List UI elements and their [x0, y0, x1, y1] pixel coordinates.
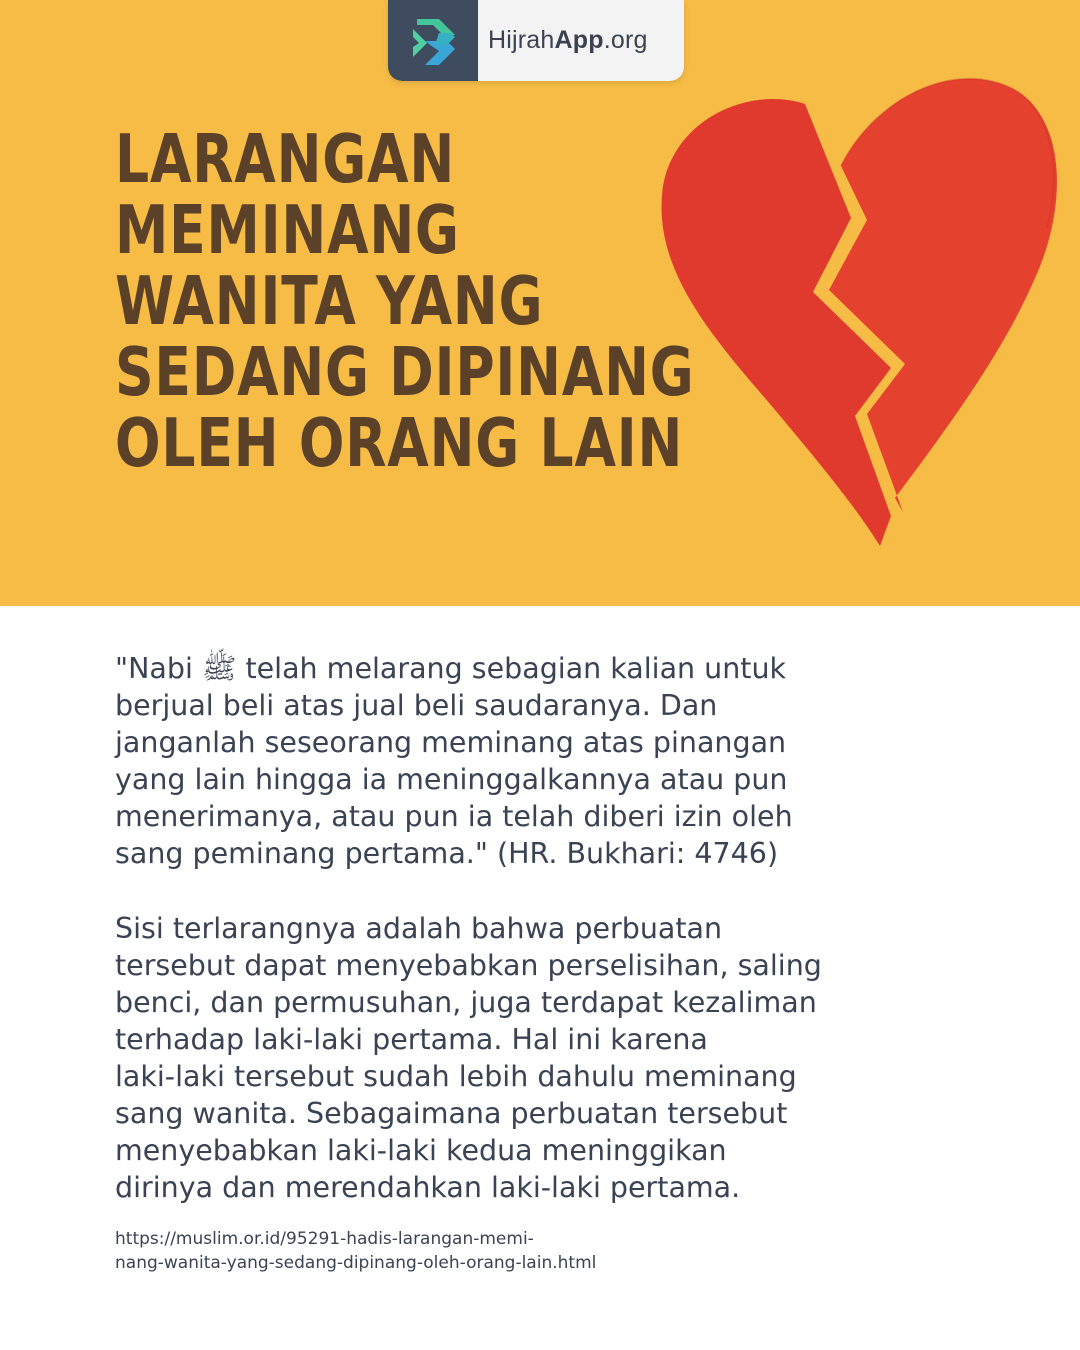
explanation-line: tersebut dapat menyebabkan perselisihan, saling	[115, 949, 822, 982]
hadith-quote	[115, 650, 975, 872]
title-line: OLEH ORANG LAIN	[115, 404, 684, 482]
explanation-line: menyebabkan laki-laki kedua meninggikan	[115, 1134, 727, 1167]
title-line: WANITA YANG	[115, 262, 544, 340]
source-line[interactable]: https://muslim.or.id/95291-hadis-larangan-memi-	[115, 1229, 534, 1249]
page-title	[115, 120, 695, 482]
quote-line: "Nabi ﷺ telah melarang sebagian kalian untuk	[115, 652, 787, 685]
brand-name: HijrahApp.org	[488, 26, 648, 54]
brand-logo-box	[388, 0, 478, 81]
hijrahapp-logo-icon	[403, 11, 463, 71]
broken-heart-icon	[655, 68, 1065, 558]
source-line[interactable]: nang-wanita-yang-sedang-dipinang-oleh-orang-lain.html	[115, 1253, 597, 1273]
quote-line: menerimanya, atau pun ia telah diberi izin oleh	[115, 800, 793, 833]
title-line: SEDANG DIPINANG	[115, 333, 695, 411]
quote-line: janganlah seseorang meminang atas pinangan	[115, 726, 787, 759]
brand-badge[interactable]	[388, 0, 684, 81]
explanation-line: terhadap laki-laki pertama. Hal ini karena	[115, 1023, 708, 1056]
explanation-line: dirinya dan merendahkan laki-laki pertama.	[115, 1171, 741, 1204]
title-line: LARANGAN	[115, 120, 455, 198]
title-line: MEMINANG	[115, 191, 460, 269]
brand-name-box	[478, 0, 684, 81]
quote-line: yang lain hingga ia meninggalkannya atau pun	[115, 763, 788, 796]
quote-line: berjual beli atas jual beli saudaranya. Dan	[115, 689, 718, 722]
explanation-line: Sisi terlarangnya adalah bahwa perbuatan	[115, 912, 723, 945]
quote-line: sang peminang pertama." (HR. Bukhari: 4746)	[115, 837, 779, 870]
explanation-line: laki-laki tersebut sudah lebih dahulu meminang	[115, 1060, 797, 1093]
source-link[interactable]	[115, 1227, 815, 1275]
explanation-paragraph	[115, 910, 975, 1206]
hero-banner	[0, 0, 1080, 606]
explanation-line: benci, dan permusuhan, juga terdapat kezaliman	[115, 986, 817, 1019]
explanation-line: sang wanita. Sebagaimana perbuatan tersebut	[115, 1097, 788, 1130]
